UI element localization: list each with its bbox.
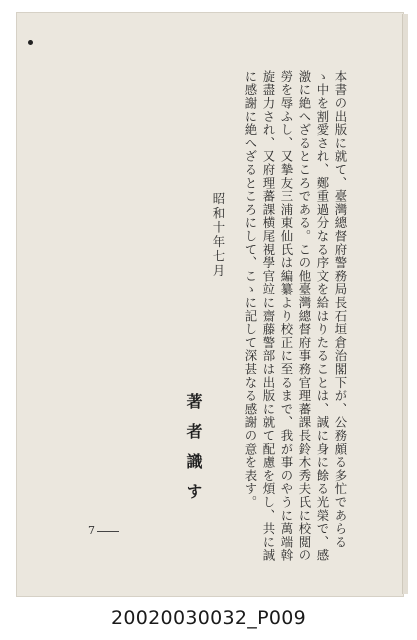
image-caption: 20020030032_P009	[111, 607, 306, 629]
binding-hole-mark	[28, 40, 33, 45]
page-number-rule	[97, 531, 119, 532]
page-number: 7	[88, 524, 95, 537]
page-edge	[402, 14, 408, 594]
body-text-column-3: 激に絶へざるところである。この他臺灣總督府事務官理蕃課長鈴木秀夫氏に校閲の	[297, 70, 312, 563]
body-text-column-4: 勞を辱ふし、又摯友三浦東仙氏は編纂より校正に至るまで、我が事のやうに萬端斡	[279, 70, 294, 563]
author-signature: 著者識す	[184, 393, 203, 513]
preface-date: 昭和十年七月	[211, 192, 226, 279]
body-text-column-6: に感謝に絶へざるところにして、こゝに記して深甚なる感謝の意を表す。	[243, 70, 258, 509]
body-text-column-2: ゝ中を割愛され、鄭重過分なる序文を給はりたることは、誠に身に餘る光榮で、感	[315, 70, 330, 563]
body-text-column-1: 本書の出版に就て、臺灣總督府警務局長石垣倉治閣下が、公務頗る多忙であらる	[333, 70, 348, 549]
body-text-column-5: 旋盡力され、又府理蕃課横尾視學官竝に齋藤警部は出版に就て配慮を煩し、共に誠	[261, 70, 276, 563]
